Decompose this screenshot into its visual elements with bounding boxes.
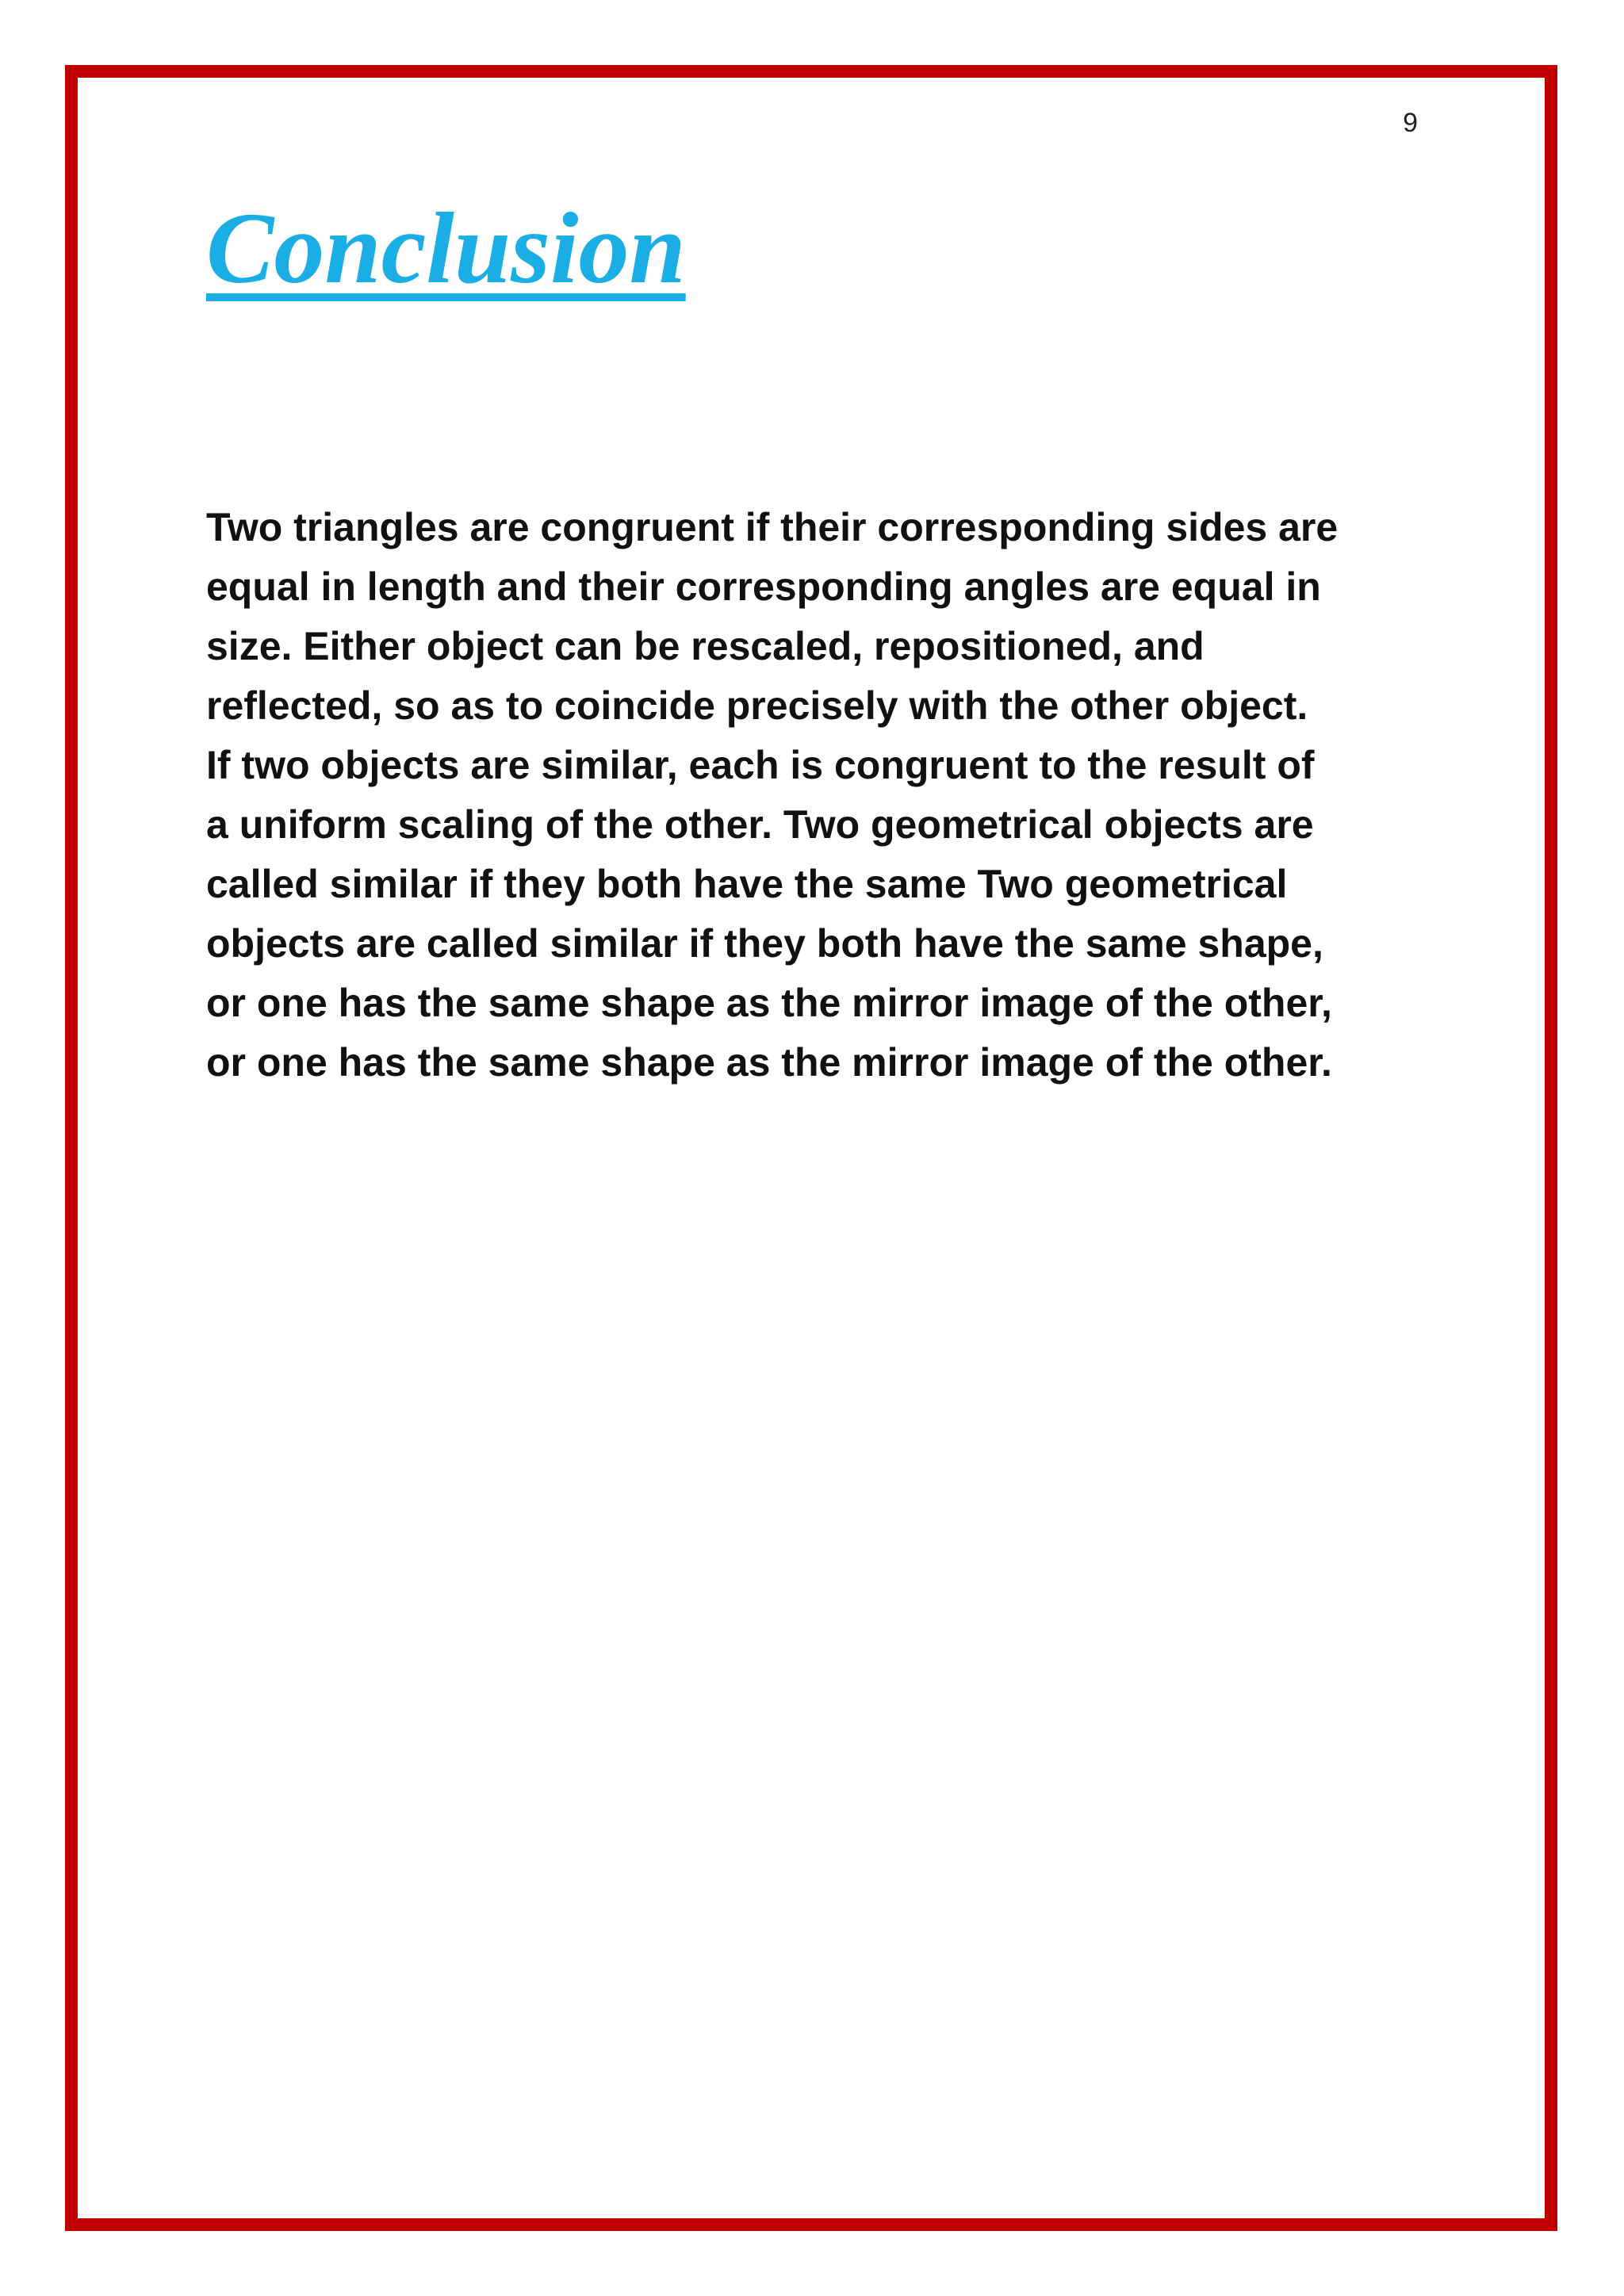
paragraph-line: Two triangles are congruent if their corresponding sides are xyxy=(206,505,1339,549)
paragraph-line: reflected, so as to coincide precisely with the other object. xyxy=(206,683,1308,728)
paragraph-line: or one has the same shape as the mirror image of the other, xyxy=(206,981,1332,1025)
paragraph-line: called similar if they both have the same Two geometrical xyxy=(206,862,1288,906)
paragraph-line: objects are called similar if they both have the same shape, xyxy=(206,921,1323,966)
page-number: 9 xyxy=(1403,108,1418,138)
conclusion-paragraph xyxy=(206,498,1507,1093)
paragraph-line: a uniform scaling of the other. Two geometrical objects are xyxy=(206,802,1314,847)
page-title: Conclusion xyxy=(206,192,686,304)
page-frame xyxy=(65,65,1557,2231)
paragraph-line: or one has the same shape as the mirror image of the other. xyxy=(206,1040,1332,1085)
paragraph-line: If two objects are similar, each is congruent to the result of xyxy=(206,743,1315,787)
paragraph-line: equal in length and their corresponding angles are equal in xyxy=(206,564,1321,609)
paragraph-line: size. Either object can be rescaled, repositioned, and xyxy=(206,624,1205,668)
